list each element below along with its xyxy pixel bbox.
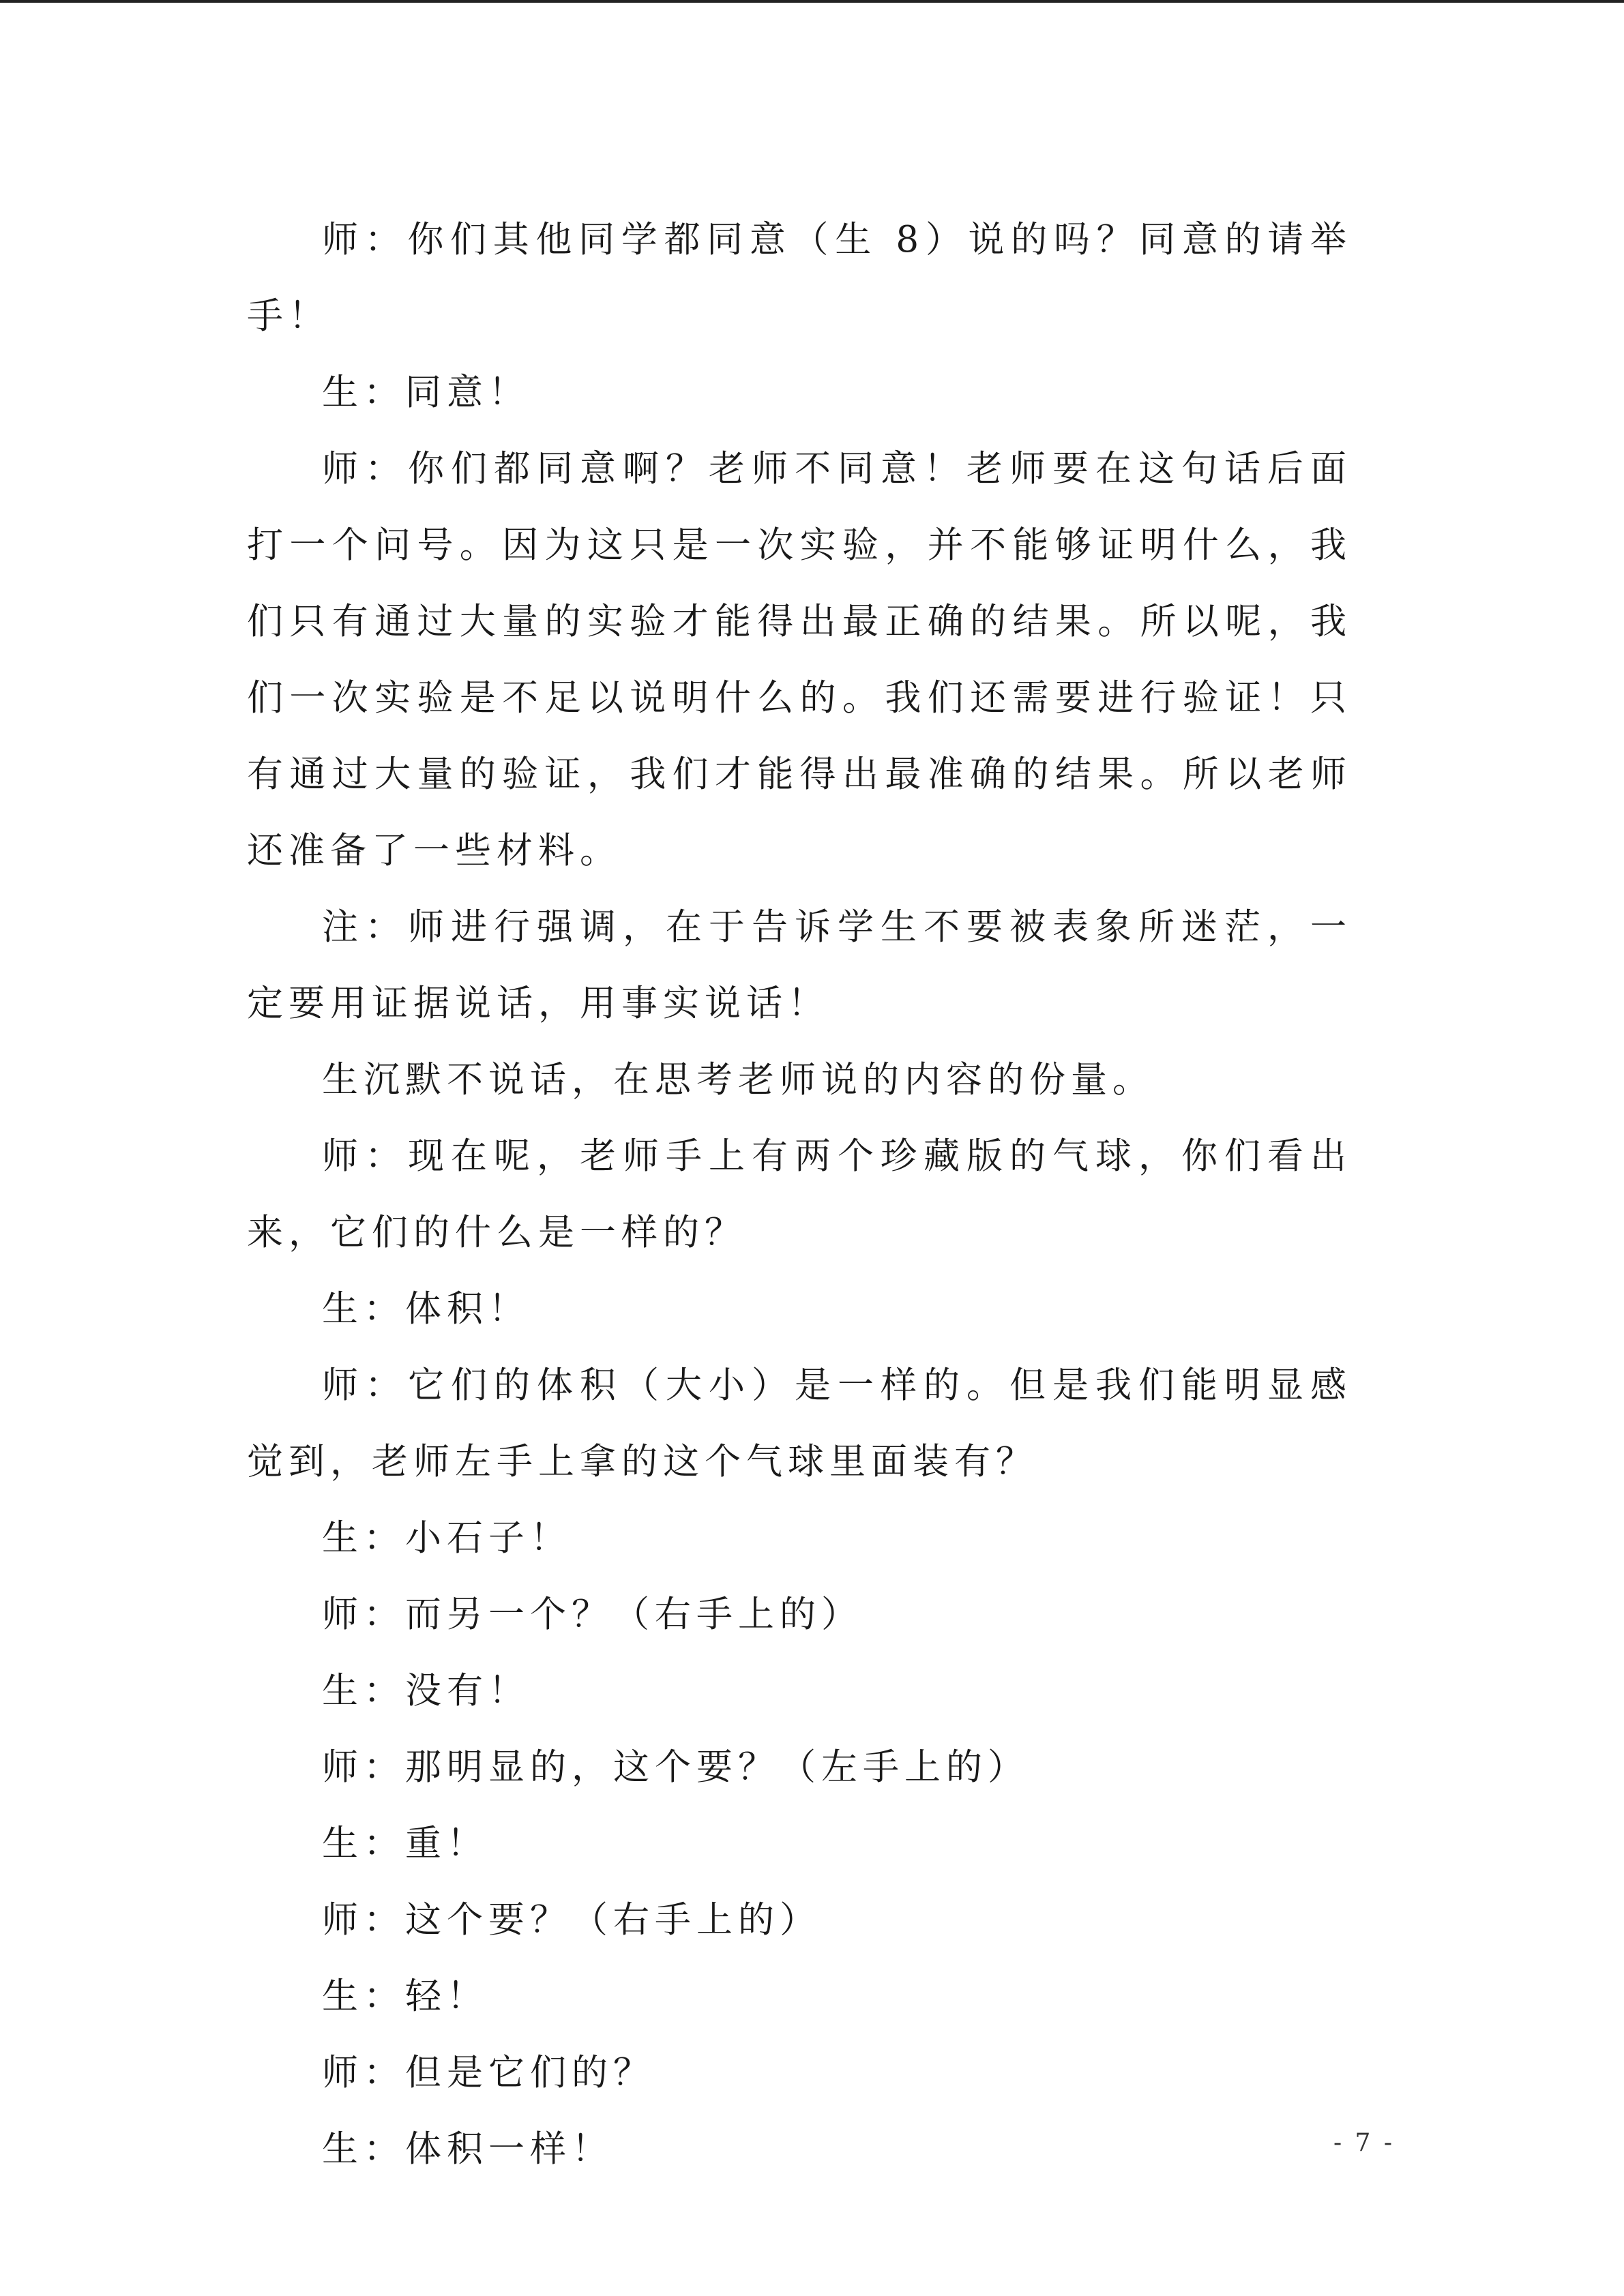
paragraph: 生：没有！ (322, 1670, 530, 1712)
top-border-rule (0, 0, 1624, 3)
page-number: - 7 - (1333, 2129, 1396, 2157)
paragraph: 生：小石子！ (322, 1517, 572, 1559)
paragraph: 生：重！ (322, 1823, 488, 1864)
paragraph: 生：体积一样！ (322, 2128, 613, 2170)
paragraph: 师：这个要？（右手上的） (322, 1899, 821, 1941)
paragraph: 师：它们的体积（大小）是一样的。但是我们能明显感觉到，老师左手上拿的这个气球里面装有？ (247, 1365, 1352, 1482)
paragraph: 注：师进行强调，在于告诉学生不要被表象所迷茫，一定要用证据说话，用事实说话！ (247, 906, 1352, 1024)
paragraph: 师：那明显的，这个要？（左手上的） (322, 1746, 1029, 1788)
paragraph: 生：轻！ (322, 1976, 488, 2017)
paragraph: 师：你们都同意啊？老师不同意！老师要在这句话后面打一个问号。因为这只是一次实验，并不能够证明什么，我们只有通过大量的实验才能得出最正确的结果。所以呢，我们一次实验是不足以说明什么的。我们还需要进行验证！只有通过大量的验证，我们才能得出最准确的结果。所以老师还准备了一些材料。 (247, 448, 1352, 871)
paragraph: 生沉默不说话，在思考老师说的内容的份量。 (322, 1059, 1154, 1101)
paragraph: 师：现在呢，老师手上有两个珍藏版的气球，你们看出来，它们的什么是一样的？ (247, 1135, 1352, 1253)
document-body (247, 202, 1352, 2188)
paragraph: 师：而另一个？（右手上的） (322, 1594, 863, 1635)
paragraph: 师：你们其他同学都同意（生 8）说的吗？同意的请举手！ (247, 219, 1352, 337)
paragraph: 生：体积！ (322, 1288, 530, 1330)
paragraph: 师：但是它们的？ (322, 2052, 655, 2093)
paragraph: 生：同意！ (322, 372, 530, 413)
